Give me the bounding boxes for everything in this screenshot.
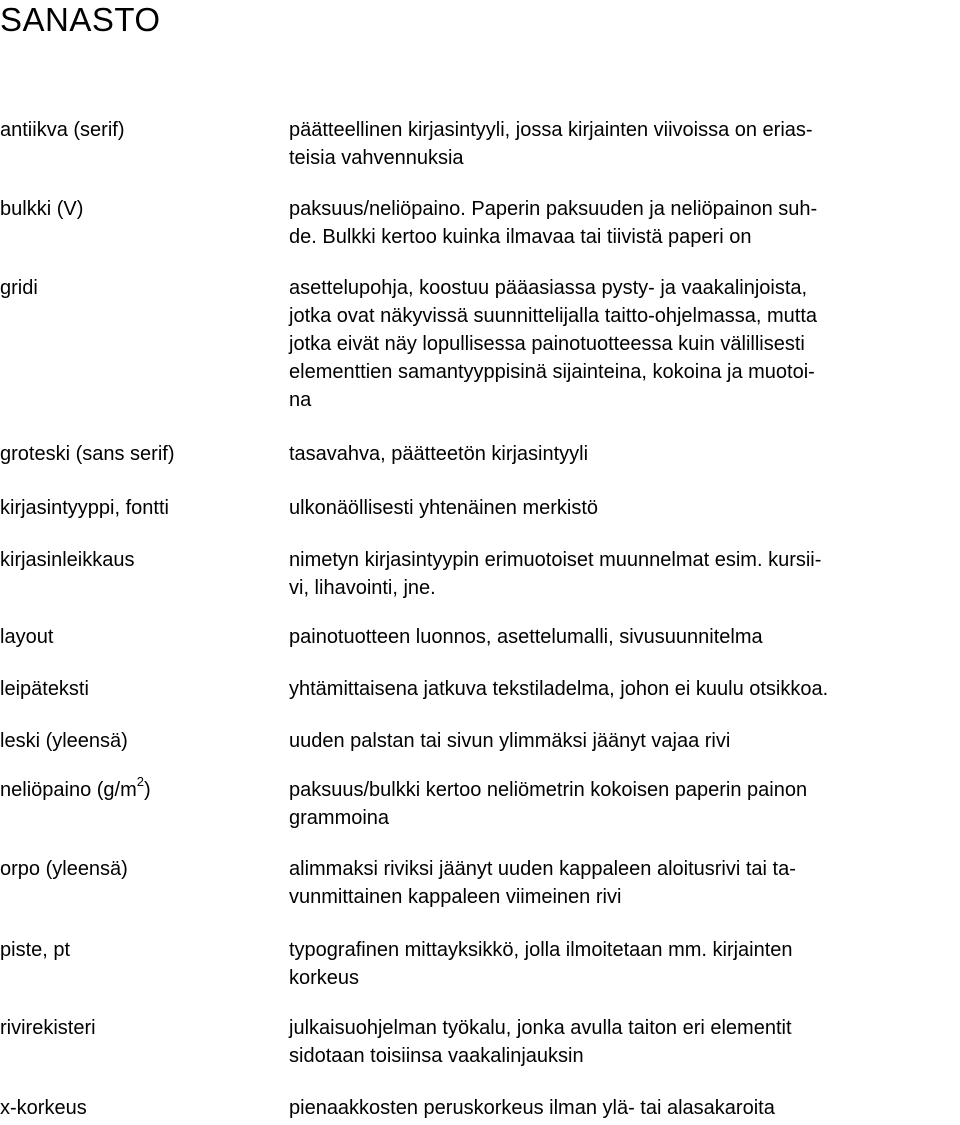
glossary-term: kirjasintyyppi, fontti [0, 497, 169, 519]
definition-line: elementtien samantyyppisinä sijainteina, kokoina ja muotoi- [289, 361, 815, 383]
term-text: ) [143, 779, 151, 801]
glossary-term: groteski (sans serif) [0, 443, 175, 465]
definition-line: vi, lihavointi, jne. [289, 577, 436, 599]
glossary-definition [289, 195, 954, 251]
definition-line: sidotaan toisiinsa vaakalinjauksin [289, 1045, 584, 1067]
definition-line: nimetyn kirjasintyypin erimuotoiset muunnelmat esim. kursii- [289, 549, 822, 571]
definition-line: tasavahva, päätteetön kirjasintyyli [289, 443, 589, 465]
glossary-term: bulkki (V) [0, 198, 84, 220]
glossary-term: rivirekisteri [0, 1017, 96, 1039]
definition-line: korkeus [289, 967, 360, 989]
page-title: SANASTO [0, 1, 161, 38]
glossary-term: layout [0, 626, 54, 648]
glossary-definition [289, 494, 954, 522]
definition-line: paksuus/bulkki kertoo neliömetrin kokoisen paperin painon [289, 779, 808, 801]
glossary-definition [289, 855, 954, 911]
definition-line: ulkonäöllisesti yhtenäinen merkistö [289, 497, 599, 519]
glossary-definition [289, 675, 954, 703]
glossary-definition [289, 727, 954, 755]
glossary-definition [289, 1094, 954, 1122]
term-text: neliöpaino (g/m [0, 779, 137, 801]
glossary-term: orpo (yleensä) [0, 858, 128, 880]
superscript: 2 [136, 774, 144, 790]
glossary-definition [289, 936, 954, 992]
glossary-term: leski (yleensä) [0, 730, 128, 752]
definition-line: alimmaksi riviksi jäänyt uuden kappaleen aloitusrivi tai ta- [289, 858, 796, 880]
definition-line: jotka eivät näy lopullisessa painotuotteessa kuin välillisesti [289, 333, 805, 355]
glossary-definition [289, 623, 954, 651]
definition-line: asettelupohja, koostuu pääasiassa pysty- ja vaakalinjoista, [289, 277, 808, 299]
definition-line: typografinen mittayksikkö, jolla ilmoitetaan mm. kirjainten [289, 939, 793, 961]
glossary-definition [289, 440, 954, 468]
definition-line: teisia vahvennuksia [289, 147, 464, 169]
definition-line: grammoina [289, 807, 390, 829]
glossary-term: leipäteksti [0, 678, 89, 700]
glossary-term [0, 776, 151, 804]
glossary-definition [289, 546, 954, 602]
definition-line: painotuotteen luonnos, asettelumalli, sivusuunnitelma [289, 626, 763, 648]
definition-line: päätteellinen kirjasintyyli, jossa kirjainten viivoissa on erias- [289, 119, 813, 141]
glossary-definition [289, 274, 954, 414]
definition-line: pienaakkosten peruskorkeus ilman ylä- tai alasakaroita [289, 1097, 775, 1119]
definition-line: vunmittainen kappaleen viimeinen rivi [289, 886, 622, 908]
definition-line: julkaisuohjelman työkalu, jonka avulla taiton eri elementit [289, 1017, 792, 1039]
glossary-definition [289, 776, 954, 832]
definition-line: na [289, 389, 312, 411]
definition-line: uuden palstan tai sivun ylimmäksi jäänyt vajaa rivi [289, 730, 731, 752]
definition-line: de. Bulkki kertoo kuinka ilmavaa tai tiivistä paperi on [289, 226, 752, 248]
glossary-definition [289, 116, 954, 172]
glossary-term: piste, pt [0, 939, 71, 961]
definition-line: jotka ovat näkyvissä suunnittelijalla taitto-ohjelmassa, mutta [289, 305, 818, 327]
definition-line: yhtämittaisena jatkuva tekstiladelma, johon ei kuulu otsikkoa. [289, 678, 829, 700]
glossary-term: gridi [0, 277, 38, 299]
glossary-definition [289, 1014, 954, 1070]
glossary-term: antiikva (serif) [0, 119, 125, 141]
glossary-term: x-korkeus [0, 1097, 87, 1119]
glossary-term: kirjasinleikkaus [0, 549, 135, 571]
definition-line: paksuus/neliöpaino. Paperin paksuuden ja neliöpainon suh- [289, 198, 818, 220]
